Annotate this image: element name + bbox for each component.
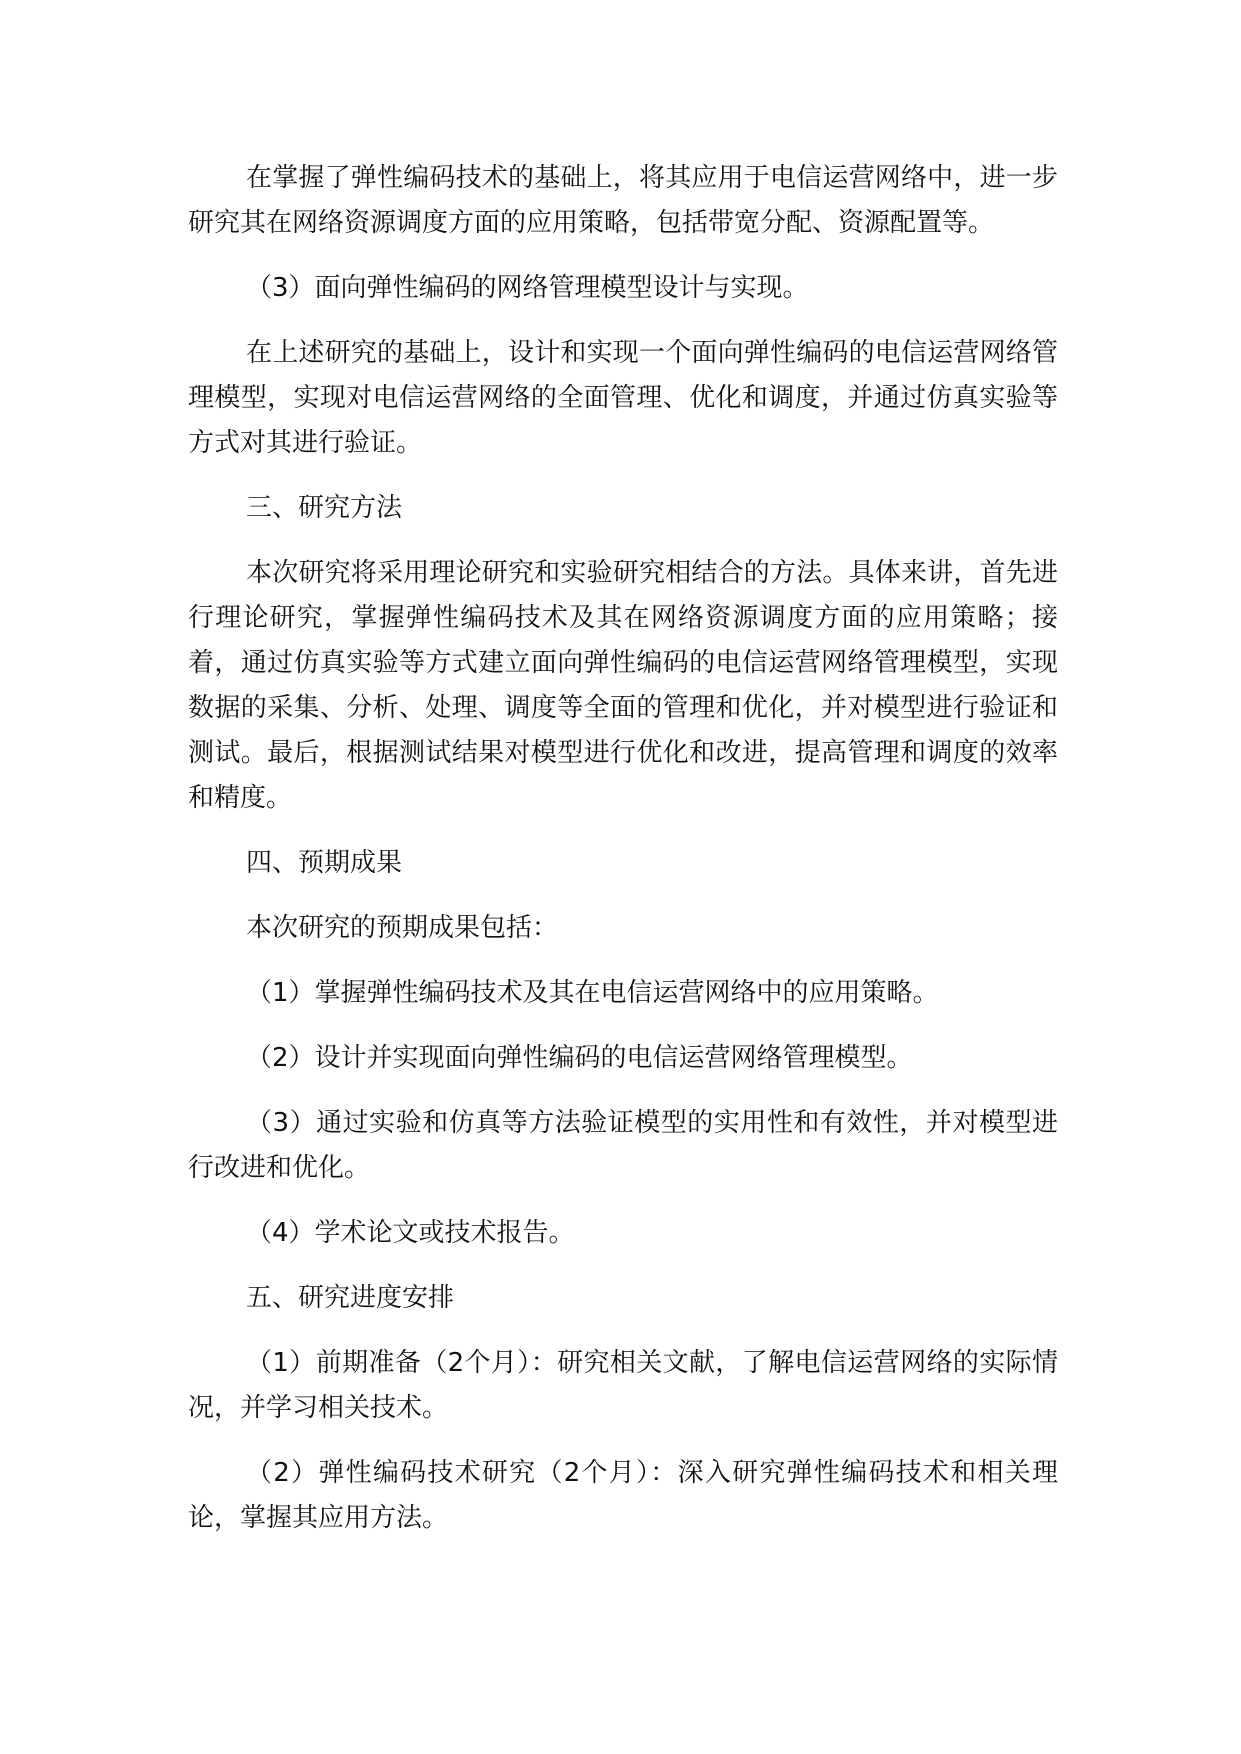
list-item-schedule-2: （2）弹性编码技术研究（2个月）：深入研究弹性编码技术和相关理论，掌握其应用方法。: [188, 1458, 1058, 1533]
paragraph-model-implementation: 在上述研究的基础上，设计和实现一个面向弹性编码的电信运营网络管理模型，实现对电信运营网络的全面管理、优化和调度，并通过仿真实验等方式对其进行验证。: [188, 338, 1058, 458]
list-item-result-3: （3）通过实验和仿真等方法验证模型的实用性和有效性，并对模型进行改进和优化。: [188, 1108, 1058, 1183]
section-heading-research-method: 三、研究方法: [246, 493, 403, 523]
section-heading-schedule: 五、研究进度安排: [246, 1283, 455, 1313]
section-heading-expected-results: 四、预期成果: [246, 848, 403, 878]
document-body: [188, 156, 1058, 1561]
list-item-result-2: （2）设计并实现面向弹性编码的电信运营网络管理模型。: [246, 1043, 913, 1073]
paragraph-application-strategy: 在掌握了弹性编码技术的基础上，将其应用于电信运营网络中，进一步研究其在网络资源调度方面的应用策略，包括带宽分配、资源配置等。: [188, 163, 1058, 238]
paragraph-item-3-model-design: （3）面向弹性编码的网络管理模型设计与实现。: [246, 273, 809, 303]
list-item-schedule-1: （1）前期准备（2个月）：研究相关文献，了解电信运营网络的实际情况，并学习相关技术。: [188, 1348, 1058, 1423]
list-item-result-4: （4）学术论文或技术报告。: [246, 1218, 575, 1248]
paragraph-research-method: 本次研究将采用理论研究和实验研究相结合的方法。具体来讲，首先进行理论研究，掌握弹性编码技术及其在网络资源调度方面的应用策略；接着，通过仿真实验等方式建立面向弹性编码的电信运营网络管理模型，实现数据的采集、分析、处理、调度等全面的管理和优化，并对模型进行验证和测试。最后，根据测试结果对模型进行优化和改进，提高管理和调度的效率和精度。: [188, 558, 1058, 813]
list-item-result-1: （1）掌握弹性编码技术及其在电信运营网络中的应用策略。: [246, 978, 939, 1008]
paragraph-expected-results-intro: 本次研究的预期成果包括：: [246, 913, 559, 943]
